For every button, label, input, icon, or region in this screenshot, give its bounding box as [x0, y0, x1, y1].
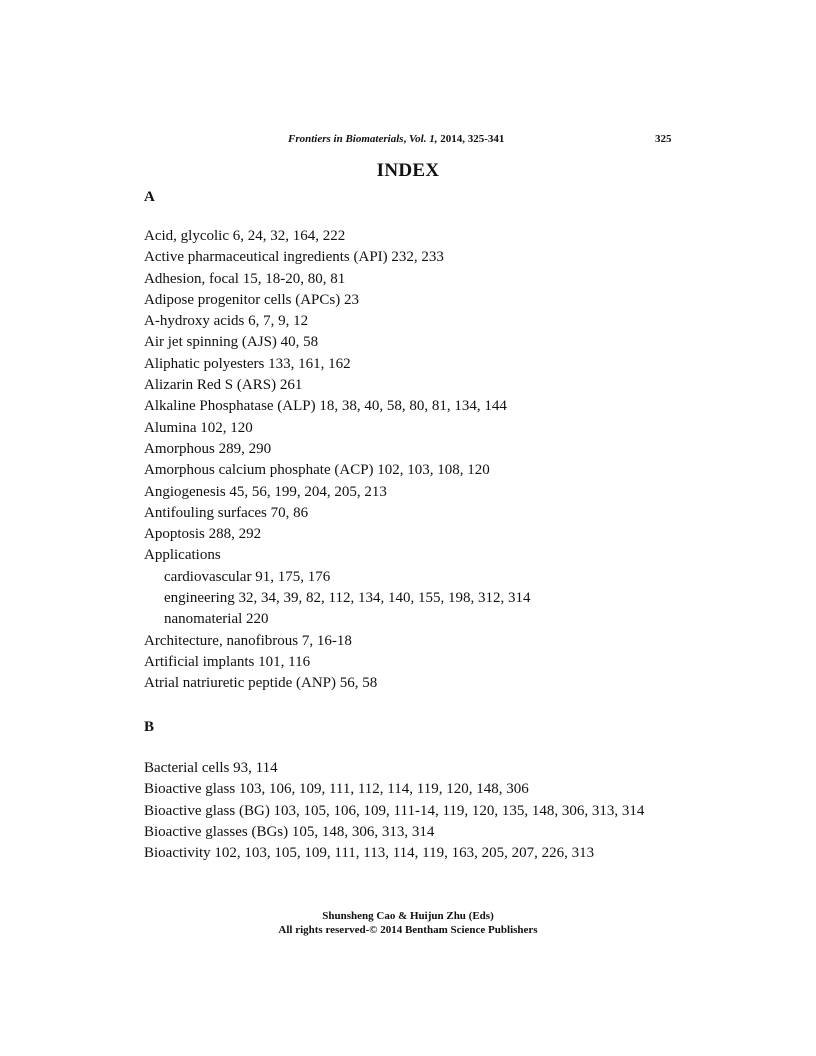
section-letter-a: A [144, 189, 155, 205]
journal-separator: , [403, 133, 410, 145]
index-entry: Applications [144, 547, 221, 564]
index-subentry: nanomaterial 220 [164, 611, 269, 628]
journal-citation [288, 133, 504, 145]
index-entry: Amorphous calcium phosphate (ACP) 102, 103, 108, 120 [144, 462, 490, 479]
index-entry: Acid, glycolic 6, 24, 32, 164, 222 [144, 228, 346, 244]
index-entry: Active pharmaceutical ingredients (API) 232, 233 [144, 249, 444, 266]
index-subentry: engineering 32, 34, 39, 82, 112, 134, 140, 155, 198, 312, 314 [164, 590, 531, 607]
index-entry: Architecture, nanofibrous 7, 16-18 [144, 632, 352, 649]
index-section-b [144, 758, 684, 864]
editors-line: Shunsheng Cao & Huijun Zhu (Eds) [322, 910, 494, 922]
index-entry: Bioactive glasses (BGs) 105, 148, 306, 313, 314 [144, 823, 435, 840]
index-entry: Artificial implants 101, 116 [144, 653, 311, 670]
index-entry: Angiogenesis 45, 56, 199, 204, 205, 213 [144, 483, 387, 500]
section-letter-b: B [144, 719, 155, 735]
index-entry: Bacterial cells 93, 114 [144, 760, 278, 776]
page-footer [0, 909, 816, 937]
index-entry: Adipose progenitor cells (APCs) 23 [144, 291, 359, 308]
page-title: INDEX [376, 160, 440, 181]
index-section-a [144, 226, 684, 695]
index-entry: Aliphatic polyesters 133, 161, 162 [144, 355, 351, 372]
index-entry: Bioactive glass (BG) 103, 105, 106, 109, 111-14, 119, 120, 135, 148, 306, 313, 314 [144, 802, 645, 819]
index-entry: Adhesion, focal 15, 18-20, 80, 81 [144, 270, 346, 287]
copyright-line: All rights reserved-© 2014 Bentham Science Publishers [278, 924, 538, 936]
index-entry: Alizarin Red S (ARS) 261 [144, 377, 303, 394]
journal-year-pages: 2014, 325-341 [437, 133, 505, 145]
index-subentry: cardiovascular 91, 175, 176 [164, 568, 331, 585]
index-entry: Bioactive glass 103, 106, 109, 111, 112, 114, 119, 120, 148, 306 [144, 781, 529, 798]
index-entry: A-hydroxy acids 6, 7, 9, 12 [144, 313, 309, 330]
journal-volume: Vol. 1, [409, 133, 438, 145]
index-entry: Amorphous 289, 290 [144, 440, 272, 457]
index-entry: Atrial natriuretic peptide (ANP) 56, 58 [144, 675, 378, 692]
index-entry: Apoptosis 288, 292 [144, 526, 262, 543]
page-number: 325 [655, 133, 672, 145]
running-head [0, 133, 816, 149]
journal-title: Frontiers in Biomaterials [288, 133, 404, 145]
index-entry: Alkaline Phosphatase (ALP) 18, 38, 40, 58, 80, 81, 134, 144 [144, 398, 507, 415]
index-entry: Air jet spinning (AJS) 40, 58 [144, 334, 319, 351]
index-entry: Antifouling surfaces 70, 86 [144, 504, 309, 521]
index-entry: Alumina 102, 120 [144, 419, 253, 436]
index-entry: Bioactivity 102, 103, 105, 109, 111, 113, 114, 119, 163, 205, 207, 226, 313 [144, 845, 595, 862]
